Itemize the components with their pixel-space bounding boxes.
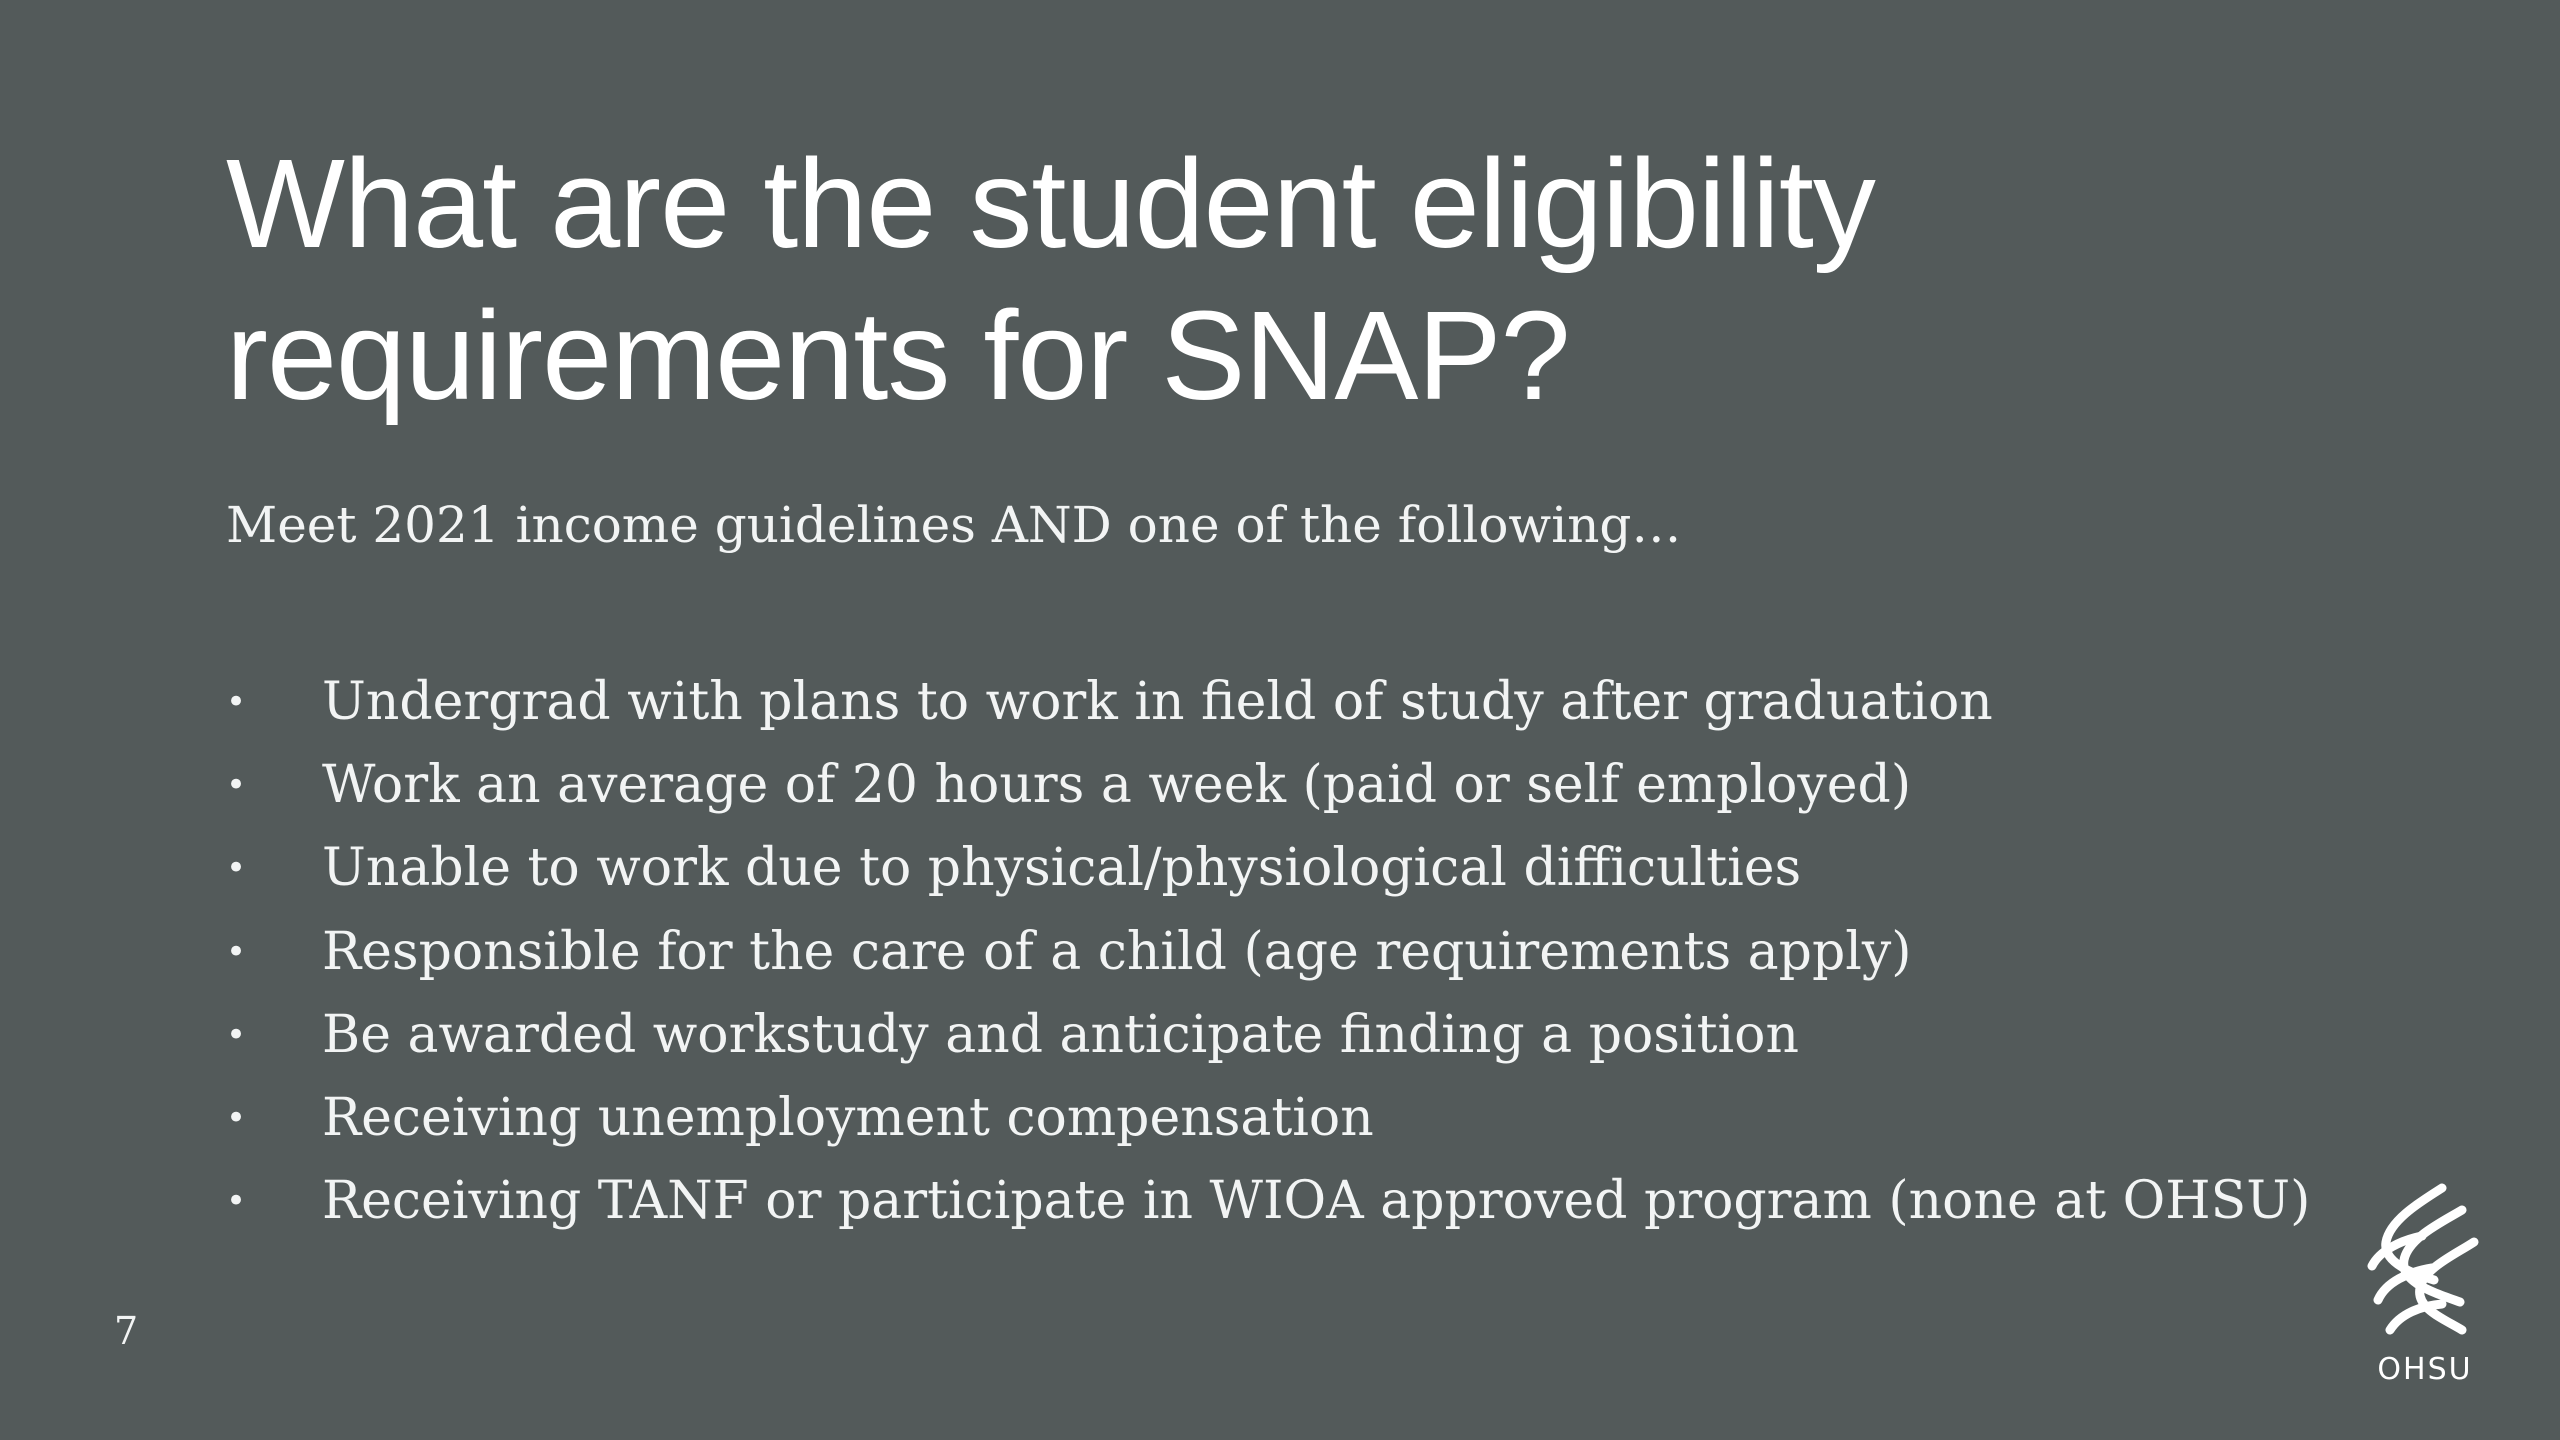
page-number: 7 bbox=[114, 1309, 139, 1353]
bullet-dot-icon: • bbox=[226, 764, 247, 805]
bullet-dot-icon: • bbox=[226, 1181, 247, 1222]
bullet-text: Receiving unemployment compensation bbox=[322, 1088, 1374, 1149]
ohsu-flame-logo-icon bbox=[2350, 1180, 2500, 1350]
slide-subtitle: Meet 2021 income guidelines AND one of the following… bbox=[226, 496, 1682, 554]
bullet-list bbox=[226, 660, 2310, 1243]
bullet-dot-icon: • bbox=[226, 681, 247, 722]
bullet-text: Receiving TANF or participate in WIOA approved program (none at OHSU) bbox=[322, 1171, 2311, 1232]
bullet-item bbox=[226, 660, 2310, 743]
bullet-dot-icon: • bbox=[226, 848, 247, 889]
bullet-text: Be awarded workstudy and anticipate finding a position bbox=[322, 1004, 1799, 1065]
slide-title bbox=[226, 128, 2326, 432]
bullet-text: Responsible for the care of a child (age requirements apply) bbox=[322, 921, 1912, 982]
bullet-text: Work an average of 20 hours a week (paid or self employed) bbox=[322, 754, 1912, 815]
ohsu-logo bbox=[2350, 1180, 2500, 1400]
bullet-item bbox=[226, 910, 2310, 993]
bullet-item bbox=[226, 743, 2310, 826]
bullet-dot-icon: • bbox=[226, 931, 247, 972]
bullet-dot-icon: • bbox=[226, 1014, 247, 1055]
bullet-text: Undergrad with plans to work in field of study after graduation bbox=[322, 671, 1993, 732]
slide-title-line-1: What are the student eligibility bbox=[226, 133, 1875, 274]
bullet-item bbox=[226, 1076, 2310, 1159]
logo-text: OHSU bbox=[2377, 1352, 2473, 1387]
bullet-item bbox=[226, 1160, 2310, 1243]
bullet-dot-icon: • bbox=[226, 1098, 247, 1139]
bullet-item bbox=[226, 827, 2310, 910]
bullet-item bbox=[226, 993, 2310, 1076]
slide-title-line-2: requirements for SNAP? bbox=[226, 285, 1570, 426]
bullet-text: Unable to work due to physical/physiological difficulties bbox=[322, 838, 1802, 899]
